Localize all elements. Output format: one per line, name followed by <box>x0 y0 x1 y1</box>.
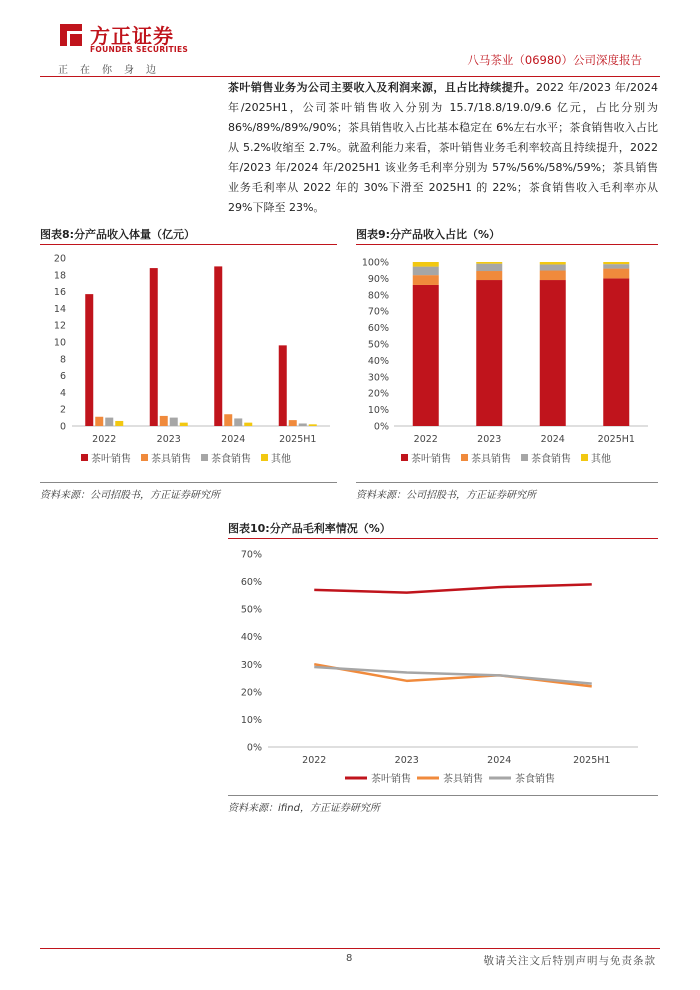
founder-logo-icon <box>58 22 84 48</box>
stack-茶叶销售-2023 <box>476 280 502 426</box>
chart8-source-line <box>40 482 337 483</box>
bar-茶具销售-2023 <box>160 416 168 426</box>
paragraph-lead: 茶叶销售业务为公司主要收入及利润来源，且占比持续提升。 <box>228 81 536 94</box>
y-tick-label: 6 <box>59 371 66 383</box>
footer-divider <box>40 948 660 949</box>
legend-swatch-0 <box>81 454 88 461</box>
legend-swatch-3 <box>261 454 268 461</box>
bar-茶食销售-2024 <box>234 418 242 426</box>
chart10-source-line <box>228 795 658 796</box>
x-tick-label: 2022 <box>92 434 117 445</box>
x-tick-label: 2022 <box>302 755 327 766</box>
disclaimer-link: 敬请关注文后特别声明与免责条款 <box>483 955 656 967</box>
y-tick-label: 80% <box>367 290 389 302</box>
y-tick-label: 14 <box>53 303 66 315</box>
legend-label-0: 茶叶销售 <box>371 774 411 785</box>
page-number: 8 <box>346 953 353 964</box>
bar-茶具销售-2025H1 <box>289 420 297 426</box>
chart9-share-stacked-chart <box>356 248 658 473</box>
legend-swatch-1 <box>141 454 148 461</box>
stack-茶食销售-2022 <box>413 267 439 276</box>
stack-其他-2024 <box>540 262 566 264</box>
legend-label-3: 其他 <box>591 454 611 465</box>
body-paragraph <box>228 78 658 218</box>
bar-其他-2023 <box>180 423 188 426</box>
y-tick-label: 0% <box>246 742 262 754</box>
header-divider <box>40 76 660 77</box>
chart9-title-line <box>356 244 658 245</box>
chart10-margin-line-chart <box>228 542 658 792</box>
legend-swatch-3 <box>581 454 588 461</box>
x-tick-label: 2025H1 <box>279 434 317 445</box>
stack-茶具销售-2025H1 <box>603 269 629 279</box>
y-tick-label: 2 <box>59 404 66 416</box>
stack-其他-2023 <box>476 262 502 264</box>
y-tick-label: 0 <box>59 421 66 433</box>
bar-茶叶销售-2022 <box>85 294 93 426</box>
legend-label-2: 茶食销售 <box>515 774 555 785</box>
series-line-茶食销售 <box>314 667 592 684</box>
x-tick-label: 2023 <box>156 434 181 445</box>
stack-茶具销售-2024 <box>540 271 566 281</box>
stack-茶食销售-2025H1 <box>603 264 629 268</box>
y-tick-label: 30% <box>367 372 389 384</box>
chart8-title: 图表8:分产品收入体量（亿元） <box>40 228 196 241</box>
y-tick-label: 40% <box>367 355 389 367</box>
x-tick-label: 2024 <box>487 755 512 766</box>
legend-label-3: 其他 <box>271 454 291 465</box>
x-tick-label: 2023 <box>477 434 502 445</box>
y-tick-label: 12 <box>53 320 66 332</box>
logo-text-en: FOUNDER SECURITIES <box>90 45 189 54</box>
y-tick-label: 100% <box>361 257 389 269</box>
chart10-title: 图表10:分产品毛利率情况（%） <box>228 522 391 535</box>
bar-其他-2024 <box>244 423 252 426</box>
y-tick-label: 20 <box>53 253 66 265</box>
legend-swatch-2 <box>201 454 208 461</box>
legend-label-2: 茶食销售 <box>211 454 251 465</box>
legend-label-1: 茶具销售 <box>471 454 511 465</box>
logo-text-cn: 方正证券 <box>90 24 174 48</box>
slogan: 正在你身边 <box>58 65 168 76</box>
chart10-source: 资料来源：ifind，方正证券研究所 <box>228 803 380 814</box>
y-tick-label: 4 <box>59 387 66 399</box>
y-tick-label: 70% <box>240 549 262 561</box>
y-tick-label: 10% <box>240 714 262 726</box>
chart8-revenue-bar-chart <box>40 248 340 473</box>
stack-茶叶销售-2025H1 <box>603 278 629 426</box>
bar-茶具销售-2024 <box>224 414 232 426</box>
y-tick-label: 60% <box>367 323 389 335</box>
legend-label-1: 茶具销售 <box>443 774 483 785</box>
y-tick-label: 10 <box>53 337 66 349</box>
report-title: 八马茶业（06980）公司深度报告 <box>467 53 642 67</box>
y-tick-label: 30% <box>240 659 262 671</box>
y-tick-label: 20% <box>240 687 262 699</box>
y-tick-label: 8 <box>59 354 66 366</box>
legend-label-2: 茶食销售 <box>531 454 571 465</box>
x-tick-label: 2024 <box>540 434 565 445</box>
bar-茶叶销售-2025H1 <box>279 345 287 426</box>
x-tick-label: 2023 <box>394 755 419 766</box>
legend-label-0: 茶叶销售 <box>91 454 131 465</box>
y-tick-label: 40% <box>240 632 262 644</box>
legend-label-0: 茶叶销售 <box>411 454 451 465</box>
x-tick-label: 2025H1 <box>597 434 635 445</box>
legend-swatch-0 <box>401 454 408 461</box>
stack-茶叶销售-2024 <box>540 280 566 426</box>
series-line-茶具销售 <box>314 664 592 686</box>
y-tick-label: 18 <box>53 270 66 282</box>
x-tick-label: 2024 <box>221 434 246 445</box>
bar-茶食销售-2023 <box>170 418 178 426</box>
bar-其他-2022 <box>115 421 123 426</box>
bar-茶食销售-2022 <box>105 418 113 426</box>
legend-swatch-2 <box>521 454 528 461</box>
x-tick-label: 2022 <box>413 434 438 445</box>
legend-label-1: 茶具销售 <box>151 454 191 465</box>
y-tick-label: 10% <box>367 405 389 417</box>
chart8-title-line <box>40 244 337 245</box>
chart10-title-line <box>228 538 658 539</box>
bar-茶叶销售-2024 <box>214 266 222 426</box>
stack-茶具销售-2022 <box>413 275 439 285</box>
y-tick-label: 50% <box>367 339 389 351</box>
stack-其他-2025H1 <box>603 262 629 264</box>
series-line-茶叶销售 <box>314 584 592 592</box>
stack-茶食销售-2024 <box>540 264 566 270</box>
stack-其他-2022 <box>413 262 439 267</box>
chart9-source-line <box>356 482 658 483</box>
y-tick-label: 60% <box>240 577 262 589</box>
y-tick-label: 20% <box>367 388 389 400</box>
bar-茶食销售-2025H1 <box>299 423 307 426</box>
y-tick-label: 0% <box>373 421 389 433</box>
bar-茶具销售-2022 <box>95 417 103 426</box>
y-tick-label: 16 <box>53 287 66 299</box>
chart9-source: 资料来源：公司招股书，方正证券研究所 <box>356 490 536 501</box>
chart9-title: 图表9:分产品收入占比（%） <box>356 228 501 241</box>
stack-茶具销售-2023 <box>476 271 502 280</box>
bar-其他-2025H1 <box>309 424 317 426</box>
chart8-source: 资料来源：公司招股书，方正证券研究所 <box>40 490 220 501</box>
stack-茶食销售-2023 <box>476 264 502 271</box>
x-tick-label: 2025H1 <box>573 755 611 766</box>
y-tick-label: 50% <box>240 604 262 616</box>
legend-swatch-1 <box>461 454 468 461</box>
stack-茶叶销售-2022 <box>413 285 439 426</box>
y-tick-label: 70% <box>367 306 389 318</box>
paragraph-text: 2022 年/2023 年/2024 年/2025H1，公司茶叶销售收入分别为 15.7/18.8/19.0/9.6 亿元，占比分别为 86%/89%/89%/90%；茶具销售收入占比基本稳定在 6%左右水平；茶食销售收入占比从 5.2%收缩至 2.7%。就盈利能力来看，茶叶销售业务毛利率较高且持续提升，2022 年/2023 年/2024 年/2025H1 该业务毛利率分别为 57%/56%/58%/59%；茶具销售业务毛利率从 2022 年的 30%下滑至 2025H1 的 22%；茶食销售收入毛利率亦从 29%下降至 23%。 <box>228 81 658 214</box>
bar-茶叶销售-2023 <box>150 268 158 426</box>
y-tick-label: 90% <box>367 273 389 285</box>
